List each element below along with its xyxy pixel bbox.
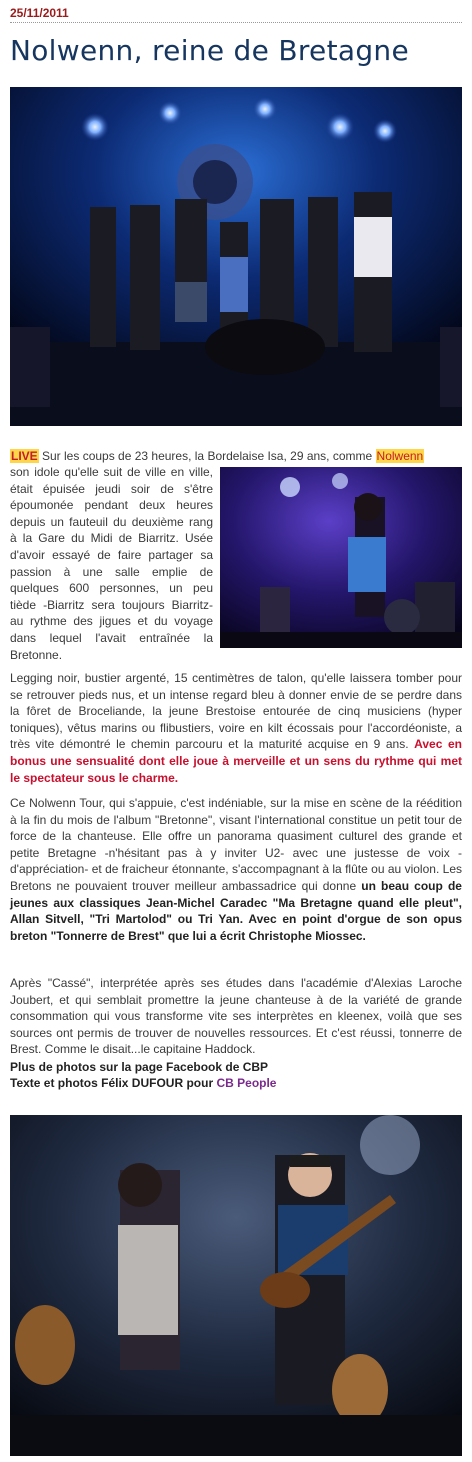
- outfit-emphasis: Avec en bonus une sensualité dont elle joue à merveille et un sens du rythme qui met le spectateur sous le charme.: [10, 737, 462, 785]
- intro-text: Sur les coups de 23 heures, la Bordelaise Isa, 29 ans, comme: [38, 449, 376, 463]
- date-divider: [10, 22, 462, 23]
- cb-people-link[interactable]: CB People: [216, 1076, 277, 1090]
- article-date: 25/11/2011: [10, 6, 69, 20]
- tour-text: Ce Nolwenn Tour, qui s'appuie, c'est indéniable, sur la mise en scène de la réédition à la fin du mois de l'album "Bretonne", visant l'international constitue un petit tour de force de la chanteuse. Elle offre un panorama quasiment culturel des grande et petite Bretagne -n'hésitant pas à y inviter U2- avec une justesse de voix - d'appréciation- et de fraicheur étonnante, s'accompagnant à la flûte ou au violon. Les Bretons ne pouvaient trouver meilleur ambassadrice qui donne: [10, 796, 462, 893]
- author-text: Texte et photos Félix DUFOUR pour: [10, 1076, 217, 1090]
- paragraph-tour: [10, 795, 462, 944]
- facebook-photos-line: Plus de photos sur la page Facebook de CBP: [10, 1060, 269, 1074]
- live-tag: LIVE: [11, 449, 38, 463]
- tour-bold: un beau coup de jeunes aux classiques Jean-Michel Caradec "Ma Bretagne quand elle pleut", Allan Sitvell, "Tri Martolod" ou Tri Yan. Avec en point d'orgue de son opus breton "Tonnerre de Brest" que lui a écrit Christophe Miossec.: [10, 878, 462, 943]
- nolwenn-highlight: Nolwenn: [376, 449, 424, 463]
- paragraph-outfit: [10, 670, 462, 786]
- concert-photo-band: [10, 87, 462, 426]
- paragraph-intro-rest: son idole qu'elle suit de ville en ville, était épuisée jeudi soir de s'être époumonée pendant deux heures depuis un fauteuil du deuxième rang à la Gare du Midi de Biarritz. Usée d'avoir essayé de faire partager sa passion à une salle emplie de quelques 600 personnes, un peu tiède -Biarritz sera toujours Biarritz- au rythme des jigues et du voyage dans lequel l'avait entraînée la Bretonne.: [10, 465, 213, 662]
- article-title: Nolwenn, reine de Bretagne: [10, 34, 409, 67]
- author-line: [10, 1075, 276, 1091]
- paragraph-career: Après "Cassé", interprétée après ses études dans l'académie d'Alexias Laroche Joubert, et qui semblait promettre la jeune chanteuse à de la variété de grande consommation qui vous transforme vite ses interprètes en kleenex, voilà que ses sources ont permis de trouver de nouvelles ressources. Et c'est réussi, tonnerre de Brest. Comme le disait...le capitaine Haddock.: [10, 976, 462, 1057]
- concert-photo-singer: [220, 467, 462, 648]
- outfit-text: Legging noir, bustier argenté, 15 centimètres de talon, qu'elle laissera tomber pour se retrouver pieds nus, et un intense regard bleu à donner envie de se perdre dans la fôret de Broceliande, la jeune Brestoise entourée de cinq musiciens (hyper toniques), vêtus marins ou flibustiers, voire en kilt écossais pour l'accordéoniste, a très vite démontré le chemin parcouru et la maturité acquise en 9 ans.: [10, 671, 462, 752]
- concert-photo-guitarist: [10, 1115, 462, 1456]
- credits-block: [10, 1059, 276, 1091]
- paragraph-intro-line: [10, 448, 462, 465]
